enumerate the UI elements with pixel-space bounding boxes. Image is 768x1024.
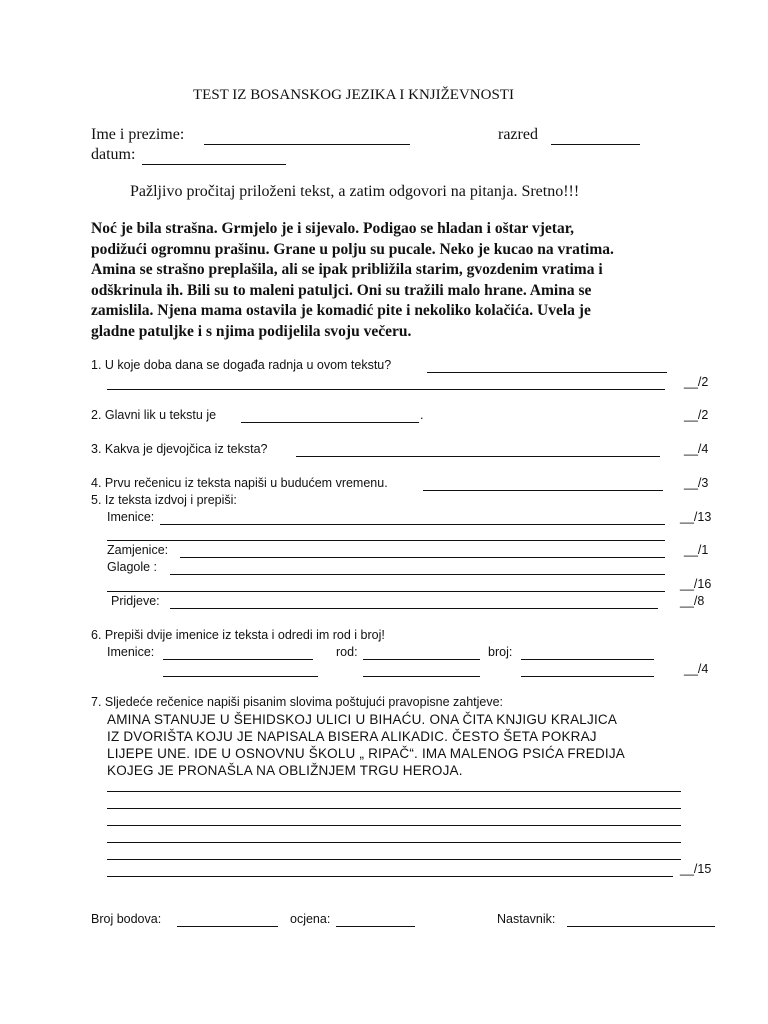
answer-1-line-a[interactable] xyxy=(427,372,667,373)
story-line: podižući ogromnu prašinu. Grane u polju su pucale. Neko je kucao na vratima. xyxy=(91,240,614,258)
points-5-pronouns: __/1 xyxy=(684,543,709,557)
story-line: odškrinula ih. Bili su to maleni patuljci. Oni su tražili malo hrane. Amina se xyxy=(91,281,592,299)
points-3: __/4 xyxy=(684,442,709,456)
q6-noun-line-a[interactable] xyxy=(163,659,313,660)
pronouns-label: Zamjenice: xyxy=(107,543,169,557)
question-6: 6. Prepiši dvije imenice iz teksta i odredi im rod i broj! xyxy=(91,628,385,642)
teacher-field[interactable] xyxy=(567,926,715,927)
q6-gender-line-b[interactable] xyxy=(363,676,480,677)
points-4: __/3 xyxy=(684,476,709,490)
adjectives-label: Pridjeve: xyxy=(111,594,160,608)
answer-2-line[interactable] xyxy=(241,422,419,423)
question-4: 4. Prvu rečenicu iz teksta napiši u budućem vremenu. xyxy=(91,476,388,490)
question-5: 5. Iz teksta izdvoj i prepiši: xyxy=(91,493,237,507)
pronouns-line[interactable] xyxy=(180,557,665,558)
points-7: __/15 xyxy=(680,862,712,876)
q6-number-line-a[interactable] xyxy=(521,659,654,660)
points-6: __/4 xyxy=(684,662,709,676)
points-total-label: Broj bodova: xyxy=(91,912,162,926)
question-7: 7. Sljedeće rečenice napiši pisanim slovima poštujući pravopisne zahtjeve: xyxy=(91,695,504,709)
q7-text-line: AMINA STANUJE U ŠEHIDSKOJ ULICI U BIHAĆU. ONA ČITA KNJIGU KRALJICA xyxy=(107,712,618,727)
q6-gender-line-a[interactable] xyxy=(363,659,480,660)
question-3: 3. Kakva je djevojčica iz teksta? xyxy=(91,442,268,456)
story-line: Amina se strašno preplašila, ali se ipak približila starim, gvozdenim vratima i xyxy=(91,261,603,279)
points-5-adjectives: __/8 xyxy=(680,594,705,608)
q6-nouns-label: Imenice: xyxy=(107,645,155,659)
verbs-label: Glagole : xyxy=(107,560,158,574)
nouns-label: Imenice: xyxy=(107,510,155,524)
story-text xyxy=(91,219,614,343)
answer-1-line-b[interactable] xyxy=(107,389,665,390)
date-label: datum: xyxy=(91,146,136,163)
story-line: gladne patuljke i s njima podijelila svoju večeru. xyxy=(91,322,412,340)
answer-4-line[interactable] xyxy=(423,490,663,491)
verbs-line-b[interactable] xyxy=(107,591,665,592)
q7-answer-line[interactable] xyxy=(107,876,673,877)
q6-noun-line-b[interactable] xyxy=(163,676,318,677)
points-5-nouns: __/13 xyxy=(680,510,712,524)
question-1: 1. U koje doba dana se događa radnja u ovom tekstu? xyxy=(91,358,392,372)
q7-text-line: LIJEPE UNE. IDE U OSNOVNU ŠKOLU „ RIPAČ“. IMA MALENOG PSIĆA FREDIJA xyxy=(107,746,626,761)
name-field[interactable] xyxy=(204,144,410,145)
adjectives-line[interactable] xyxy=(170,608,658,609)
teacher-label: Nastavnik: xyxy=(497,912,556,926)
q7-text-line: IZ DVORIŠTA KOJU JE NAPISALA BISERA ALIKADIC. ČESTO ŠETA POKRAJ xyxy=(107,729,597,744)
q7-answer-line[interactable] xyxy=(107,808,681,809)
q7-answer-line[interactable] xyxy=(107,825,681,826)
nouns-line-b[interactable] xyxy=(107,540,665,541)
q7-text-line: KOJEG JE PRONAŠLA NA OBLIŽNJEM TRGU HEROJA. xyxy=(107,763,463,778)
q6-gender-label: rod: xyxy=(336,645,358,659)
instruction: Pažljivo pročitaj priloženi tekst, a zatim odgovori na pitanja. Sretno!!! xyxy=(130,183,580,200)
q7-answer-line[interactable] xyxy=(107,842,681,843)
story-line: Noć je bila strašna. Grmjelo je i sijevalo. Podigao se hladan i oštar vjetar, xyxy=(91,220,575,237)
q7-answer-line[interactable] xyxy=(107,791,681,792)
q7-text xyxy=(107,711,625,779)
points-total-field[interactable] xyxy=(177,926,278,927)
story-line: zamislila. Njena mama ostavila je komadić pite i nekoliko kolačića. Uvela je xyxy=(91,302,591,320)
grade-field[interactable] xyxy=(336,926,415,927)
verbs-line-a[interactable] xyxy=(170,574,665,575)
class-label: razred xyxy=(498,126,538,143)
date-field[interactable] xyxy=(142,164,286,165)
points-5-verbs: __/16 xyxy=(680,577,712,591)
q7-answer-line[interactable] xyxy=(107,859,681,860)
q6-number-label: broj: xyxy=(488,645,513,659)
answer-3-line[interactable] xyxy=(296,456,660,457)
points-1: __/2 xyxy=(684,375,709,389)
nouns-line-a[interactable] xyxy=(160,524,665,525)
page-title: TEST IZ BOSANSKOG JEZIKA I KNJIŽEVNOSTI xyxy=(193,87,514,103)
grade-label: ocjena: xyxy=(290,912,331,926)
question-2: 2. Glavni lik u tekstu je xyxy=(91,408,217,422)
class-field[interactable] xyxy=(551,144,640,145)
name-label: Ime i prezime: xyxy=(91,126,185,143)
points-2: __/2 xyxy=(684,408,709,422)
q6-number-line-b[interactable] xyxy=(521,676,654,677)
